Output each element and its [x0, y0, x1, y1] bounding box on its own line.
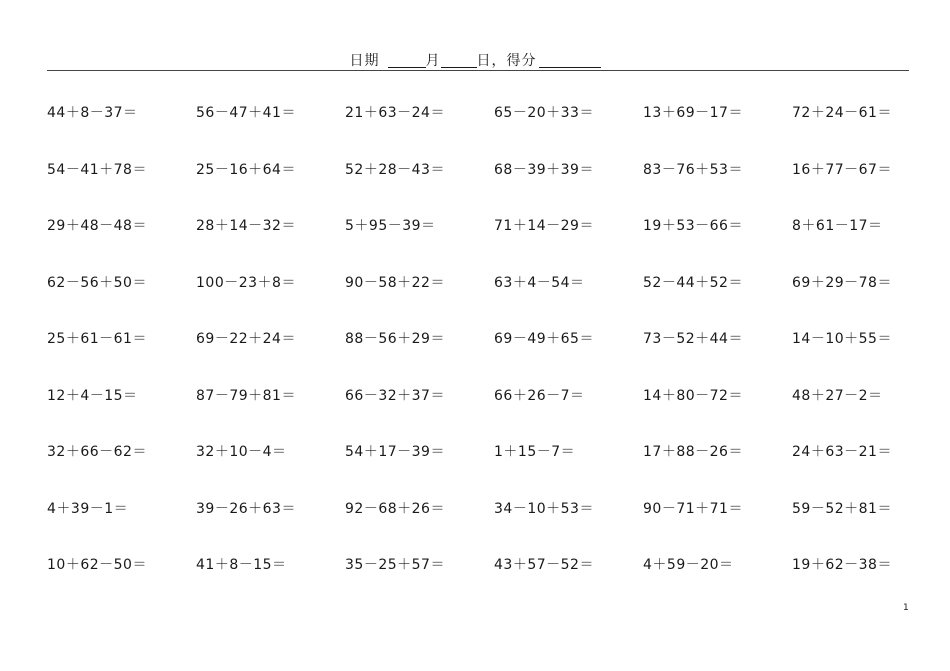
math-problem: 54－41＋78＝: [47, 161, 147, 178]
math-problem: 32＋10－4＝: [196, 444, 287, 460]
math-problem: 66－32＋37＝: [345, 387, 445, 404]
math-problem: 100－23＋8＝: [196, 274, 296, 291]
math-problem: 83－76＋53＝: [643, 161, 743, 178]
math-problem: 25－16＋64＝: [196, 161, 296, 178]
problem-row: [47, 266, 927, 323]
month-label: 月: [425, 53, 441, 69]
math-problem: 90－58＋22＝: [345, 274, 445, 291]
math-problem: 19＋53－66＝: [643, 218, 743, 234]
day-blank: [441, 66, 477, 68]
month-blank: [388, 66, 426, 68]
worksheet-header: [0, 50, 950, 70]
problem-row: [47, 322, 927, 379]
math-problem: 52＋28－43＝: [345, 161, 445, 178]
math-problem: 69＋29－78＝: [792, 274, 892, 291]
math-problem: 32＋66－62＝: [47, 444, 147, 460]
math-problem: 4＋59－20＝: [643, 557, 734, 573]
math-problem: 25＋61－61＝: [47, 331, 147, 347]
math-problem: 73－52＋44＝: [643, 331, 743, 347]
math-problem: 41＋8－15＝: [196, 557, 287, 573]
math-problem: 12＋4－15＝: [47, 387, 138, 404]
problem-row: [47, 379, 927, 436]
math-problem: 28＋14－32＝: [196, 218, 296, 234]
page-number: 1: [903, 603, 909, 613]
math-problem: 14＋80－72＝: [643, 387, 743, 404]
math-problem: 87－79＋81＝: [196, 387, 296, 404]
header-divider: [47, 70, 909, 71]
math-problem: 65－20＋33＝: [494, 105, 594, 121]
math-problem: 63＋4－54＝: [494, 274, 585, 291]
problem-row: [47, 492, 927, 549]
problem-grid: [47, 96, 927, 605]
math-problem: 10＋62－50＝: [47, 557, 147, 573]
math-problem: 71＋14－29＝: [494, 218, 594, 234]
math-problem: 19＋62－38＝: [792, 557, 892, 573]
problem-row: [47, 209, 927, 266]
math-problem: 16＋77－67＝: [792, 161, 892, 178]
math-problem: 52－44＋52＝: [643, 274, 743, 291]
math-problem: 48＋27－2＝: [792, 387, 883, 404]
problem-row: [47, 548, 927, 605]
math-problem: 17＋88－26＝: [643, 444, 743, 460]
math-problem: 66＋26－7＝: [494, 387, 585, 404]
math-problem: 59－52＋81＝: [792, 500, 892, 517]
math-problem: 8＋61－17＝: [792, 218, 883, 234]
math-problem: 24＋63－21＝: [792, 444, 892, 460]
math-problem: 56－47＋41＝: [196, 105, 296, 121]
math-problem: 35－25＋57＝: [345, 557, 445, 573]
math-problem: 21＋63－24＝: [345, 105, 445, 121]
math-problem: 43＋57－52＝: [494, 557, 594, 573]
math-problem: 5＋95－39＝: [345, 218, 436, 234]
math-problem: 69－49＋65＝: [494, 331, 594, 347]
math-problem: 4＋39－1＝: [47, 500, 129, 517]
math-problem: 39－26＋63＝: [196, 500, 296, 517]
math-problem: 13＋69－17＝: [643, 105, 743, 121]
math-problem: 69－22＋24＝: [196, 331, 296, 347]
date-label: 日期: [349, 53, 380, 69]
math-problem: 88－56＋29＝: [345, 331, 445, 347]
math-problem: 54＋17－39＝: [345, 444, 445, 460]
math-problem: 14－10＋55＝: [792, 331, 892, 347]
math-problem: 68－39＋39＝: [494, 161, 594, 178]
math-problem: 62－56＋50＝: [47, 274, 147, 291]
score-blank: [539, 66, 601, 68]
math-problem: 29＋48－48＝: [47, 218, 147, 234]
math-problem: 90－71＋71＝: [643, 500, 743, 517]
math-problem: 72＋24－61＝: [792, 105, 892, 121]
day-score-label: 日，得分: [476, 53, 537, 69]
math-problem: 34－10＋53＝: [494, 500, 594, 517]
problem-row: [47, 435, 927, 492]
math-problem: 92－68＋26＝: [345, 500, 445, 517]
math-problem: 44＋8－37＝: [47, 105, 138, 121]
math-problem: 1＋15－7＝: [494, 444, 576, 460]
problem-row: [47, 96, 927, 153]
problem-row: [47, 153, 927, 210]
